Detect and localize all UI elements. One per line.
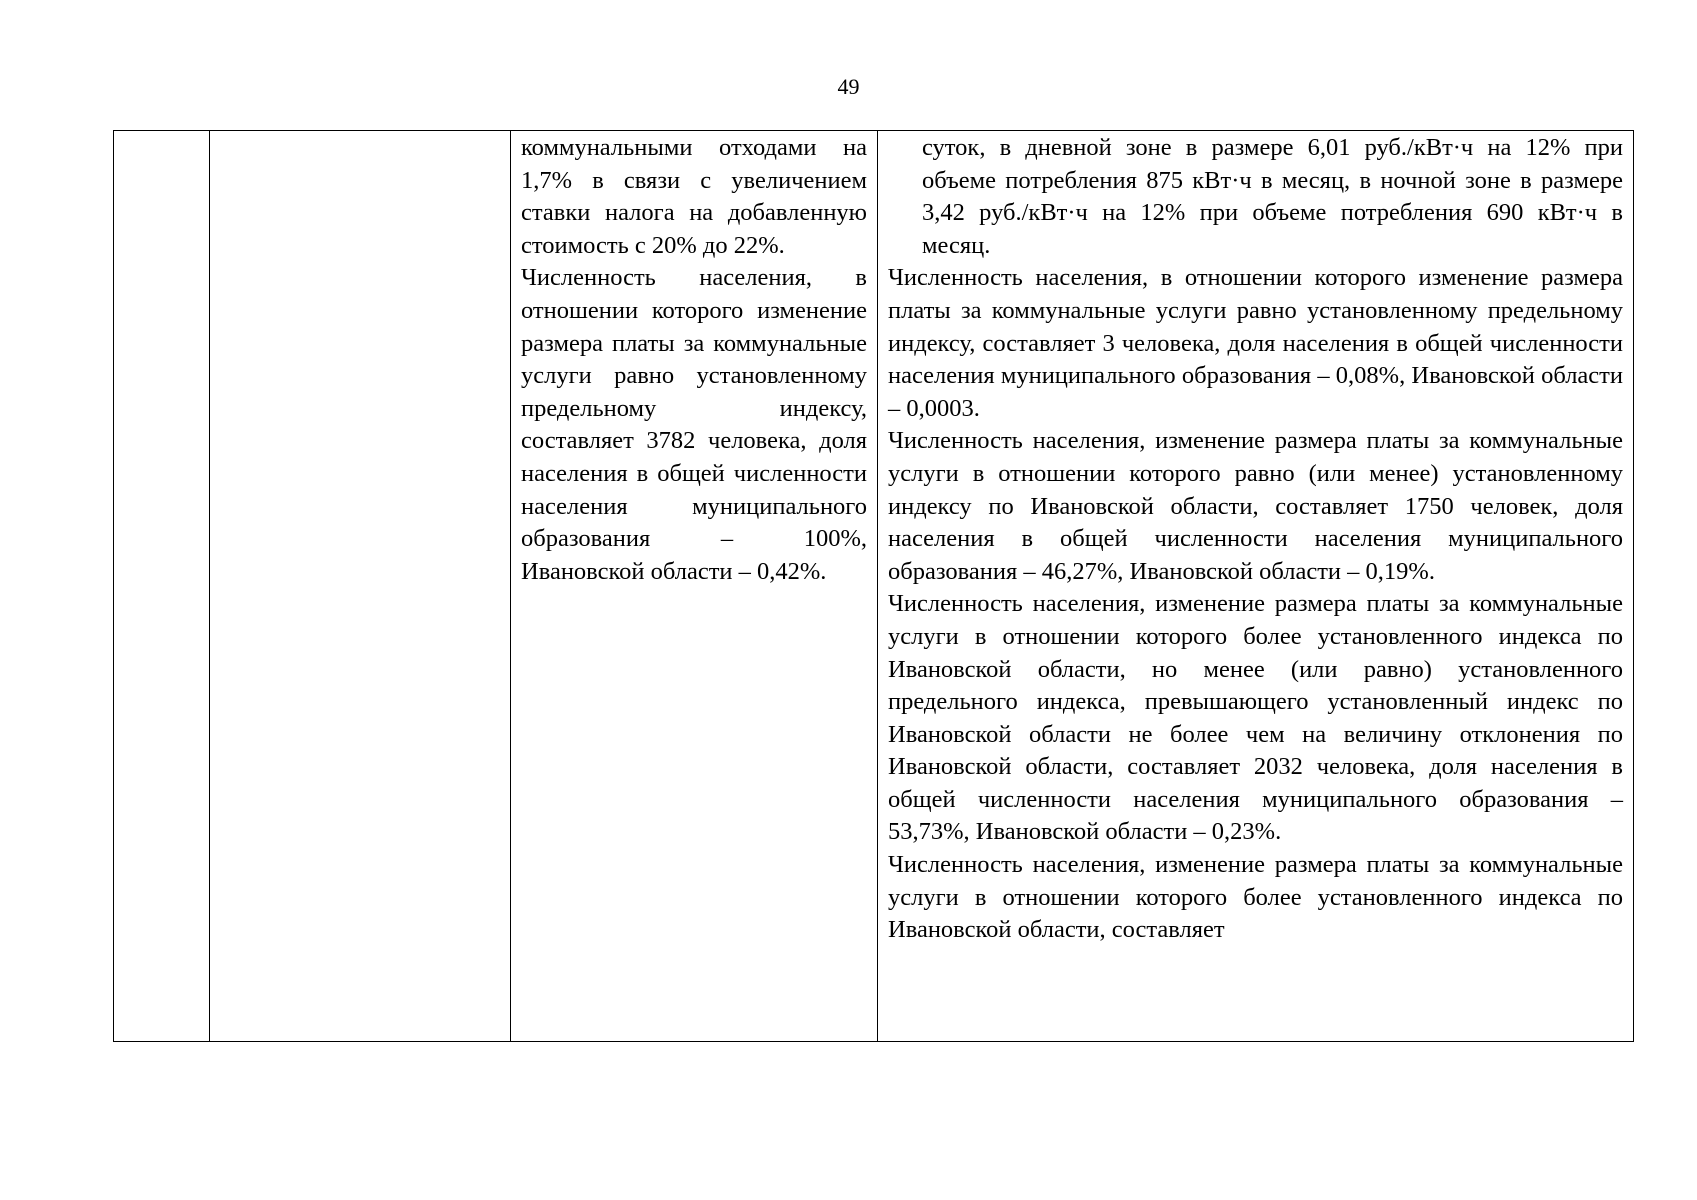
table-cell-description xyxy=(511,131,878,1042)
table-row xyxy=(114,131,1634,1042)
table-cell-name xyxy=(210,131,511,1042)
paragraph: суток, в дневной зоне в размере 6,01 руб./кВт·ч на 12% при объеме потребления 875 кВт·ч в месяц, в ночной зоне в размере 3,42 руб./кВт·ч на 12% при объеме потребления 690 кВт·ч в месяц. xyxy=(922,134,1623,259)
paragraph: Численность населения, изменение размера платы за коммунальные услуги в отношении которого равно (или менее) установленному индексу по Ивановской области, составляет 1750 человек, доля населения в общей численности населения муниципального образования – 46,27%, Ивановской области – 0,19%. xyxy=(888,427,1623,585)
paragraph: Численность населения, изменение размера платы за коммунальные услуги в отношении которого более установленного индекса по Ивановской области, но менее (или равно) установленного предельного индекса, превышающего установленный индекс по Ивановской области не более чем на величину отклонения по Ивановской области, составляет 2032 человека, доля населения в общей численности населения муниципального образования – 53,73%, Ивановской области – 0,23%. xyxy=(888,590,1623,846)
paragraph: Численность населения, в отношении которого изменение размера платы за коммунальные услуги равно установленному предельному индексу, составляет 3 человека, доля населения в общей численности населения муниципального образования – 0,08%, Ивановской области – 0,0003. xyxy=(888,264,1623,422)
paragraph: коммунальными отходами на 1,7% в связи с увеличением ставки налога на добавленную стоимость с 20% до 22%. xyxy=(521,134,867,259)
table-cell-details xyxy=(878,131,1634,1042)
paragraph: Численность населения, изменение размера платы за коммунальные услуги в отношении которого более установленного индекса по Ивановской области, составляет xyxy=(888,851,1623,944)
cell-text-block xyxy=(878,131,1633,947)
page-number: 49 xyxy=(837,74,860,99)
paragraph: Численность населения, в отношении которого изменение размера платы за коммунальные услуги равно установленному предельному индексу, составляет 3782 человека, доля населения в общей численности населения муниципального образования – 100%, Ивановской области – 0,42%. xyxy=(521,264,867,585)
table-cell-number xyxy=(114,131,210,1042)
cell-text-block xyxy=(511,131,877,588)
document-table xyxy=(113,130,1634,1042)
